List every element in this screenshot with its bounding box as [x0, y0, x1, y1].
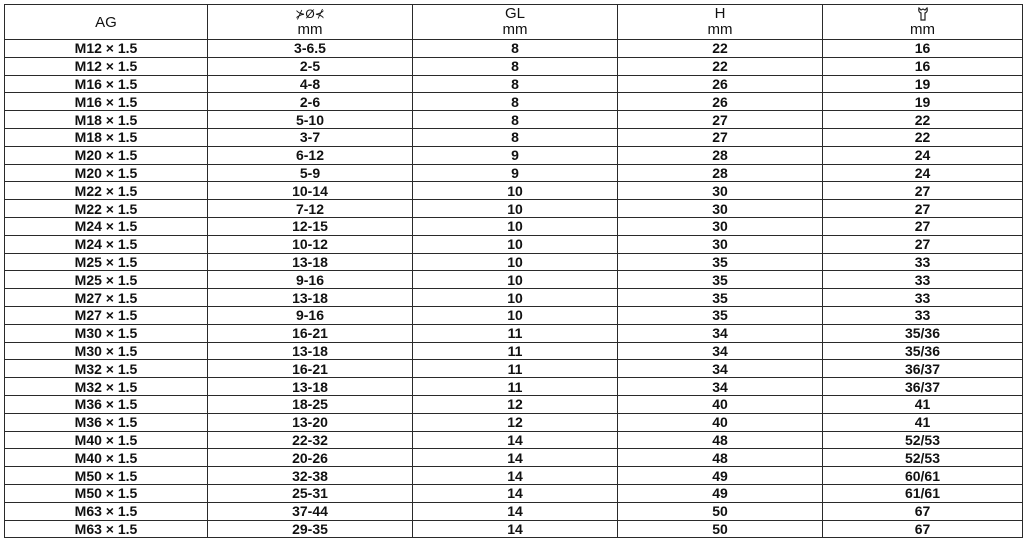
- cell-thread-size: M63 × 1.5: [5, 520, 208, 538]
- cell-h: 50: [618, 502, 823, 520]
- cell-clamping-range: 16-21: [208, 360, 413, 378]
- cell-gl: 14: [413, 520, 618, 538]
- header-gl: [413, 5, 618, 40]
- header-gl-label: GL: [504, 5, 525, 22]
- cell-clamping-range: 2-5: [208, 57, 413, 75]
- cell-wrench-size: 41: [823, 395, 1023, 413]
- table-row: [5, 289, 1023, 307]
- cell-thread-size: M50 × 1.5: [5, 484, 208, 502]
- cell-clamping-range: 13-18: [208, 253, 413, 271]
- cell-wrench-size: 35/36: [823, 324, 1023, 342]
- table-row: [5, 271, 1023, 289]
- cell-thread-size: M27 × 1.5: [5, 306, 208, 324]
- table-header: [5, 5, 1023, 40]
- cell-gl: 10: [413, 235, 618, 253]
- cell-thread-size: M25 × 1.5: [5, 253, 208, 271]
- cell-h: 34: [618, 360, 823, 378]
- cell-clamping-range: 16-21: [208, 324, 413, 342]
- header-ag-label: AG: [95, 13, 117, 31]
- table-row: [5, 520, 1023, 538]
- cell-gl: 10: [413, 253, 618, 271]
- cell-wrench-size: 27: [823, 200, 1023, 218]
- header-row: [5, 5, 1023, 40]
- header-gl-unit: mm: [502, 21, 528, 38]
- table-row: [5, 449, 1023, 467]
- cell-h: 27: [618, 111, 823, 129]
- cell-h: 35: [618, 289, 823, 307]
- cell-clamping-range: 10-14: [208, 182, 413, 200]
- cell-thread-size: M40 × 1.5: [5, 449, 208, 467]
- cell-h: 35: [618, 306, 823, 324]
- cell-wrench-size: 27: [823, 235, 1023, 253]
- table-row: [5, 128, 1023, 146]
- cell-h: 30: [618, 235, 823, 253]
- header-clamping-range: [208, 5, 413, 40]
- cell-gl: 10: [413, 200, 618, 218]
- cell-h: 40: [618, 395, 823, 413]
- cell-wrench-size: 22: [823, 128, 1023, 146]
- cell-h: 22: [618, 57, 823, 75]
- cell-wrench-size: 27: [823, 217, 1023, 235]
- cell-gl: 10: [413, 182, 618, 200]
- cell-thread-size: M12 × 1.5: [5, 57, 208, 75]
- cell-gl: 8: [413, 40, 618, 58]
- header-ag: [5, 5, 208, 40]
- table-row: [5, 431, 1023, 449]
- cell-clamping-range: 37-44: [208, 502, 413, 520]
- cell-thread-size: M63 × 1.5: [5, 502, 208, 520]
- cell-thread-size: M24 × 1.5: [5, 217, 208, 235]
- cell-clamping-range: 12-15: [208, 217, 413, 235]
- cell-wrench-size: 60/61: [823, 467, 1023, 485]
- cell-wrench-size: 33: [823, 289, 1023, 307]
- cell-h: 22: [618, 40, 823, 58]
- cell-gl: 8: [413, 57, 618, 75]
- cell-h: 35: [618, 271, 823, 289]
- header-wrench-unit: mm: [910, 21, 935, 38]
- cell-h: 48: [618, 431, 823, 449]
- spec-table: [4, 4, 1023, 538]
- cell-wrench-size: 52/53: [823, 431, 1023, 449]
- cell-clamping-range: 20-26: [208, 449, 413, 467]
- cell-gl: 14: [413, 467, 618, 485]
- table-row: [5, 111, 1023, 129]
- table-row: [5, 413, 1023, 431]
- cell-wrench-size: 33: [823, 306, 1023, 324]
- cell-wrench-size: 36/37: [823, 360, 1023, 378]
- cell-gl: 11: [413, 324, 618, 342]
- cell-h: 26: [618, 75, 823, 93]
- cell-wrench-size: 27: [823, 182, 1023, 200]
- table-row: [5, 182, 1023, 200]
- cell-thread-size: M36 × 1.5: [5, 413, 208, 431]
- cell-thread-size: M40 × 1.5: [5, 431, 208, 449]
- cell-gl: 8: [413, 93, 618, 111]
- cell-clamping-range: 4-8: [208, 75, 413, 93]
- table-row: [5, 200, 1023, 218]
- cell-thread-size: M50 × 1.5: [5, 467, 208, 485]
- cell-thread-size: M20 × 1.5: [5, 146, 208, 164]
- cell-h: 50: [618, 520, 823, 538]
- header-h-unit: mm: [707, 21, 733, 38]
- cell-thread-size: M27 × 1.5: [5, 289, 208, 307]
- cell-clamping-range: 22-32: [208, 431, 413, 449]
- cell-clamping-range: 18-25: [208, 395, 413, 413]
- cell-thread-size: M18 × 1.5: [5, 128, 208, 146]
- cell-h: 49: [618, 484, 823, 502]
- cell-thread-size: M16 × 1.5: [5, 75, 208, 93]
- table-row: [5, 342, 1023, 360]
- cell-clamping-range: 3-7: [208, 128, 413, 146]
- table-row: [5, 75, 1023, 93]
- cell-h: 28: [618, 146, 823, 164]
- cell-clamping-range: 13-18: [208, 378, 413, 396]
- spec-table-container: [4, 4, 1022, 538]
- cell-wrench-size: 52/53: [823, 449, 1023, 467]
- cell-thread-size: M22 × 1.5: [5, 182, 208, 200]
- table-row: [5, 57, 1023, 75]
- table-row: [5, 395, 1023, 413]
- cell-h: 28: [618, 164, 823, 182]
- cell-h: 26: [618, 93, 823, 111]
- cell-gl: 10: [413, 217, 618, 235]
- cell-gl: 14: [413, 431, 618, 449]
- cell-clamping-range: 3-6.5: [208, 40, 413, 58]
- cell-thread-size: M32 × 1.5: [5, 360, 208, 378]
- cell-wrench-size: 16: [823, 57, 1023, 75]
- cell-thread-size: M12 × 1.5: [5, 40, 208, 58]
- cell-clamping-range: 32-38: [208, 467, 413, 485]
- table-row: [5, 40, 1023, 58]
- cell-wrench-size: 19: [823, 93, 1023, 111]
- cell-gl: 11: [413, 360, 618, 378]
- cell-h: 30: [618, 200, 823, 218]
- table-row: [5, 360, 1023, 378]
- cell-wrench-size: 22: [823, 111, 1023, 129]
- cell-wrench-size: 16: [823, 40, 1023, 58]
- cell-thread-size: M24 × 1.5: [5, 235, 208, 253]
- cell-h: 30: [618, 217, 823, 235]
- cell-h: 35: [618, 253, 823, 271]
- cell-gl: 10: [413, 289, 618, 307]
- cell-gl: 11: [413, 342, 618, 360]
- cell-clamping-range: 13-18: [208, 342, 413, 360]
- cell-gl: 9: [413, 164, 618, 182]
- cell-clamping-range: 9-16: [208, 271, 413, 289]
- cell-thread-size: M25 × 1.5: [5, 271, 208, 289]
- cell-clamping-range: 5-9: [208, 164, 413, 182]
- table-row: [5, 467, 1023, 485]
- header-h: [618, 5, 823, 40]
- cell-wrench-size: 33: [823, 271, 1023, 289]
- cell-h: 27: [618, 128, 823, 146]
- cell-thread-size: M32 × 1.5: [5, 378, 208, 396]
- cell-h: 40: [618, 413, 823, 431]
- cell-wrench-size: 61/61: [823, 484, 1023, 502]
- cell-gl: 14: [413, 502, 618, 520]
- cell-gl: 12: [413, 413, 618, 431]
- cell-gl: 10: [413, 271, 618, 289]
- cell-gl: 12: [413, 395, 618, 413]
- cell-h: 49: [618, 467, 823, 485]
- cell-thread-size: M30 × 1.5: [5, 342, 208, 360]
- cell-clamping-range: 7-12: [208, 200, 413, 218]
- cell-gl: 11: [413, 378, 618, 396]
- table-row: [5, 484, 1023, 502]
- cell-gl: 14: [413, 484, 618, 502]
- header-h-label: H: [714, 5, 726, 22]
- cell-clamping-range: 9-16: [208, 306, 413, 324]
- cell-gl: 8: [413, 111, 618, 129]
- cell-h: 34: [618, 324, 823, 342]
- cell-thread-size: M22 × 1.5: [5, 200, 208, 218]
- table-row: [5, 306, 1023, 324]
- cell-wrench-size: 36/37: [823, 378, 1023, 396]
- cell-gl: 14: [413, 449, 618, 467]
- cell-clamping-range: 2-6: [208, 93, 413, 111]
- table-row: [5, 164, 1023, 182]
- cell-clamping-range: 25-31: [208, 484, 413, 502]
- cell-wrench-size: 24: [823, 146, 1023, 164]
- cell-thread-size: M16 × 1.5: [5, 93, 208, 111]
- cell-wrench-size: 67: [823, 520, 1023, 538]
- cell-clamping-range: 13-20: [208, 413, 413, 431]
- cell-wrench-size: 35/36: [823, 342, 1023, 360]
- cell-thread-size: M20 × 1.5: [5, 164, 208, 182]
- cell-h: 30: [618, 182, 823, 200]
- cell-gl: 10: [413, 306, 618, 324]
- table-row: [5, 235, 1023, 253]
- cell-wrench-size: 33: [823, 253, 1023, 271]
- table-row: [5, 324, 1023, 342]
- table-row: [5, 146, 1023, 164]
- cell-thread-size: M36 × 1.5: [5, 395, 208, 413]
- cell-clamping-range: 5-10: [208, 111, 413, 129]
- cell-h: 34: [618, 378, 823, 396]
- cell-clamping-range: 13-18: [208, 289, 413, 307]
- cell-h: 48: [618, 449, 823, 467]
- cell-wrench-size: 19: [823, 75, 1023, 93]
- table-row: [5, 217, 1023, 235]
- wrench-icon: [917, 7, 929, 21]
- cell-clamping-range: 29-35: [208, 520, 413, 538]
- table-row: [5, 253, 1023, 271]
- cell-clamping-range: 10-12: [208, 235, 413, 253]
- clamping-diameter-icon: ⊁Ø⊀: [295, 7, 325, 21]
- cell-wrench-size: 67: [823, 502, 1023, 520]
- header-clamping-unit: mm: [297, 21, 323, 38]
- cell-gl: 8: [413, 128, 618, 146]
- cell-clamping-range: 6-12: [208, 146, 413, 164]
- cell-thread-size: M18 × 1.5: [5, 111, 208, 129]
- cell-wrench-size: 24: [823, 164, 1023, 182]
- table-body: [5, 40, 1023, 538]
- cell-h: 34: [618, 342, 823, 360]
- cell-thread-size: M30 × 1.5: [5, 324, 208, 342]
- cell-wrench-size: 41: [823, 413, 1023, 431]
- header-wrench-size: [823, 5, 1023, 40]
- cell-gl: 9: [413, 146, 618, 164]
- table-row: [5, 502, 1023, 520]
- table-row: [5, 378, 1023, 396]
- table-row: [5, 93, 1023, 111]
- cell-gl: 8: [413, 75, 618, 93]
